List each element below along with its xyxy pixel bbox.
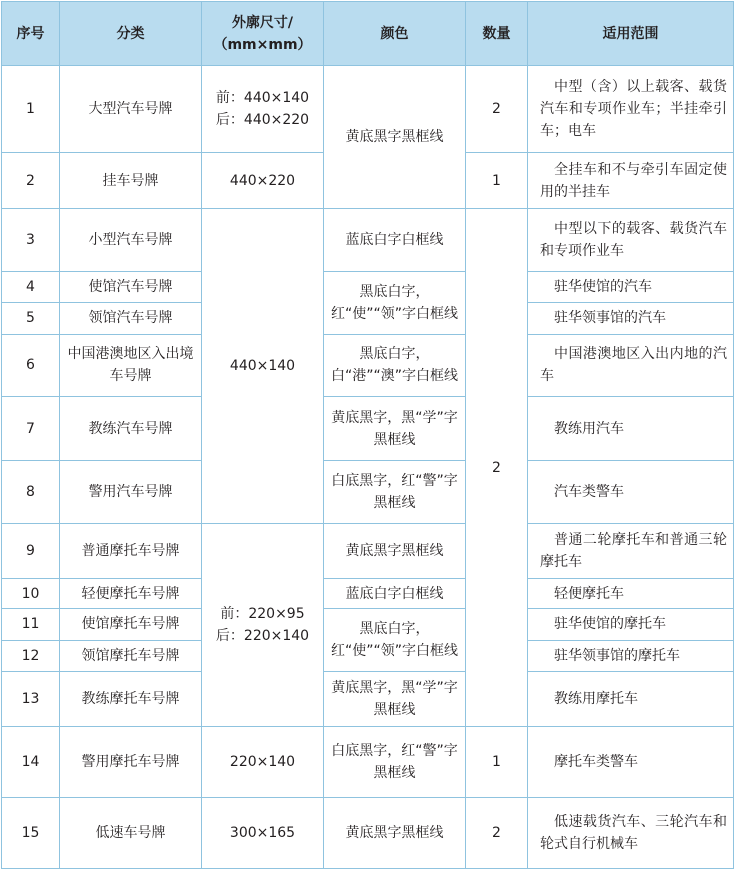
cell-scope: 低速载货汽车、三轮汽车和轮式自行机械车 [528,798,734,869]
plate-spec-table [1,1,734,869]
cell-color: 白底黑字，红“警”字黑框线 [324,460,466,524]
table-row [2,272,734,303]
cell-index: 8 [2,460,60,524]
cell-color: 蓝底白字白框线 [324,579,466,609]
table-row [2,397,734,461]
header-index: 序号 [2,2,60,66]
cell-color: 黄底黑字，黑“学”字黑框线 [324,397,466,461]
cell-category: 大型汽车号牌 [60,66,202,153]
cell-size-front: 前：440×140 [215,89,310,106]
cell-category: 轻便摩托车号牌 [60,579,202,609]
header-size-line2: （mm×mm） [213,36,312,53]
cell-quantity: 1 [466,727,528,798]
cell-category: 低速车号牌 [60,798,202,869]
table-row [2,609,734,640]
cell-size-front: 前：220×95 [220,606,305,623]
cell-size [202,66,324,153]
cell-index: 6 [2,334,60,397]
cell-scope: 汽车类警车 [528,460,734,524]
cell-index: 14 [2,727,60,798]
cell-color: 白底黑字，红“警”字黑框线 [324,727,466,798]
table-row [2,460,734,524]
cell-index: 15 [2,798,60,869]
cell-scope: 驻华使馆的汽车 [528,272,734,303]
cell-quantity: 2 [466,209,528,727]
cell-scope: 中型（含）以上载客、载货汽车和专项作业车；半挂牵引车；电车 [528,66,734,153]
table-row [2,579,734,609]
cell-category: 使馆汽车号牌 [60,272,202,303]
cell-index: 7 [2,397,60,461]
cell-scope: 中国港澳地区入出内地的汽车 [528,334,734,397]
cell-category: 使馆摩托车号牌 [60,609,202,640]
cell-color: 黄底黑字，黑“学”字黑框线 [324,671,466,727]
cell-category: 中国港澳地区入出境车号牌 [60,334,202,397]
cell-quantity: 1 [466,152,528,209]
cell-category: 领馆摩托车号牌 [60,640,202,671]
cell-index: 9 [2,524,60,579]
cell-color: 蓝底白字白框线 [324,209,466,272]
cell-category: 警用汽车号牌 [60,460,202,524]
table-row [2,524,734,579]
cell-color: 黄底黑字黑框线 [324,798,466,869]
header-size-line1: 外廓尺寸/ [231,14,294,31]
cell-category: 警用摩托车号牌 [60,727,202,798]
cell-size: 440×140 [202,209,324,524]
cell-scope: 驻华使馆的摩托车 [528,609,734,640]
cell-quantity: 2 [466,66,528,153]
cell-category: 普通摩托车号牌 [60,524,202,579]
cell-scope: 摩托车类警车 [528,727,734,798]
cell-color: 黑底白字，红“使”“领”字白框线 [324,272,466,335]
table-row [2,334,734,397]
cell-color: 黑底白字，红“使”“领”字白框线 [324,609,466,672]
cell-index: 3 [2,209,60,272]
cell-index: 1 [2,66,60,153]
header-scope: 适用范围 [528,2,734,66]
header-color: 颜色 [324,2,466,66]
header-category: 分类 [60,2,202,66]
cell-size-rear: 后：220×140 [215,628,310,645]
cell-quantity: 2 [466,798,528,869]
cell-category: 挂车号牌 [60,152,202,209]
cell-index: 4 [2,272,60,303]
cell-scope: 教练用摩托车 [528,671,734,727]
cell-scope: 驻华领事馆的摩托车 [528,640,734,671]
cell-size [202,524,324,727]
header-quantity: 数量 [466,2,528,66]
cell-size: 440×220 [202,152,324,209]
cell-category: 领馆汽车号牌 [60,303,202,334]
cell-index: 10 [2,579,60,609]
cell-index: 5 [2,303,60,334]
cell-size: 300×165 [202,798,324,869]
table-row [2,209,734,272]
table-row [2,798,734,869]
table-row [2,671,734,727]
cell-scope: 驻华领事馆的汽车 [528,303,734,334]
header-size [202,2,324,66]
cell-index: 2 [2,152,60,209]
table-row [2,66,734,153]
cell-scope: 普通二轮摩托车和普通三轮摩托车 [528,524,734,579]
cell-index: 11 [2,609,60,640]
cell-scope: 教练用汽车 [528,397,734,461]
cell-size-rear: 后：440×220 [215,111,310,128]
cell-category: 教练汽车号牌 [60,397,202,461]
cell-scope: 轻便摩托车 [528,579,734,609]
cell-scope: 全挂车和不与牵引车固定使用的半挂车 [528,152,734,209]
cell-color: 黑底白字，白“港”“澳”字白框线 [324,334,466,397]
cell-index: 13 [2,671,60,727]
cell-color: 黄底黑字黑框线 [324,524,466,579]
cell-index: 12 [2,640,60,671]
table-row [2,727,734,798]
cell-size: 220×140 [202,727,324,798]
cell-category: 教练摩托车号牌 [60,671,202,727]
header-row [2,2,734,66]
cell-category: 小型汽车号牌 [60,209,202,272]
cell-scope: 中型以下的载客、载货汽车和专项作业车 [528,209,734,272]
cell-color: 黄底黑字黑框线 [324,66,466,209]
